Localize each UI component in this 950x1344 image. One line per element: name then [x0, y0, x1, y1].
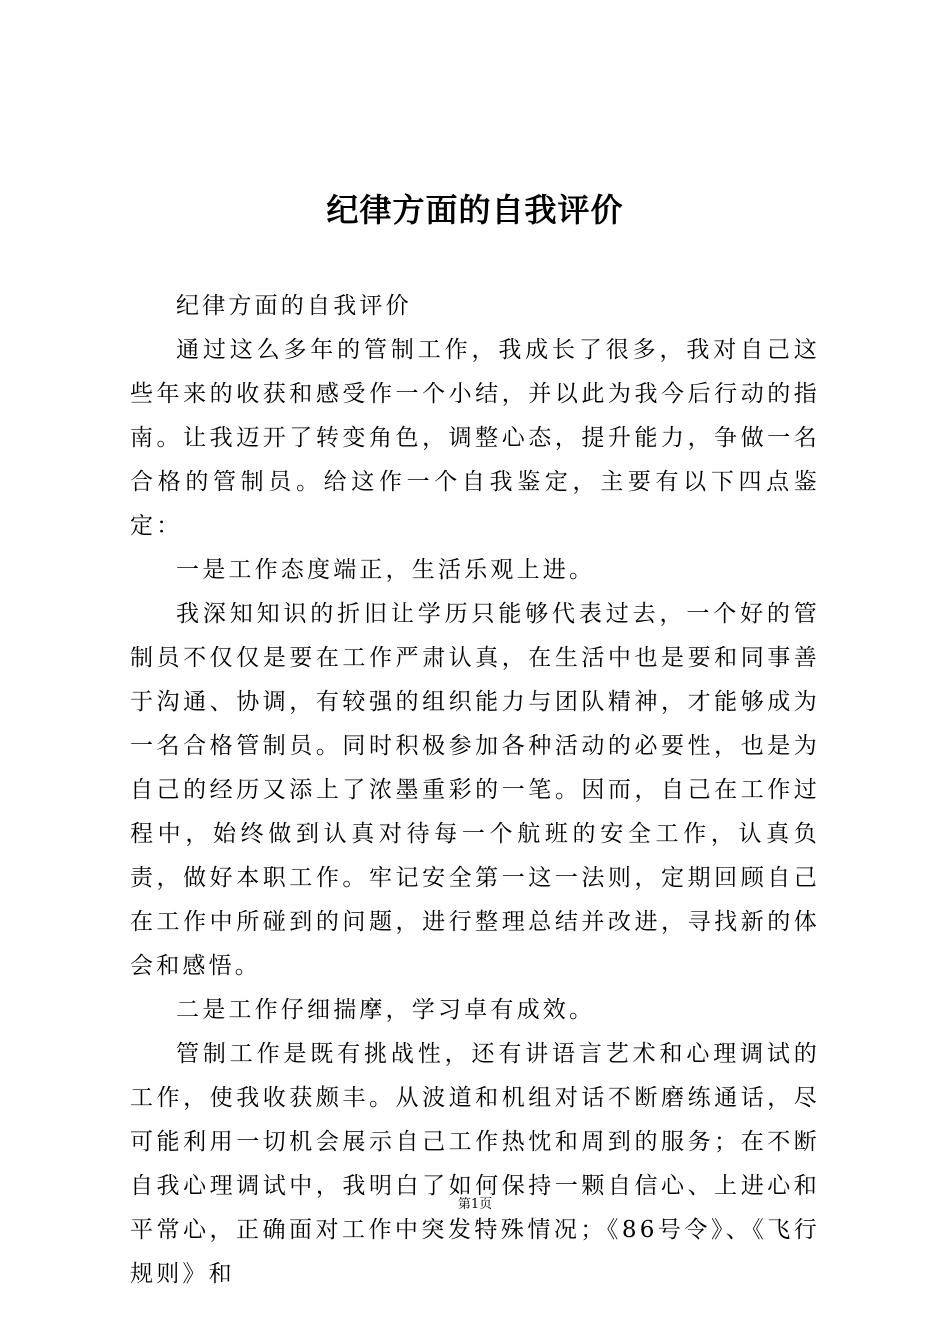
paragraph-point-two-heading: 二是工作仔细揣摩，学习卓有成效。 — [176, 997, 596, 1023]
document-body — [130, 284, 820, 1296]
paragraph-point-one-body: 我深知知识的折旧让学历只能够代表过去，一个好的管制员不仅仅是要在工作严肃认真，在生活中也是要和同事善于沟通、协调，有较强的组织能力与团队精神，才能够成为一名合格管制员。同时积极参加各种活动的必要性，也是为自己的经历又添上了浓墨重彩的一笔。因而，自己在工作过程中，始终做到认真对待每一个航班的安全工作，认真负责，做好本职工作。牢记安全第一这一法则，定期回顾自己在工作中所碰到的问题，进行整理总结并改进，寻找新的体会和感悟。 — [130, 601, 820, 979]
paragraph-subtitle: 纪律方面的自我评价 — [176, 293, 412, 319]
paragraph-intro: 通过这么多年的管制工作，我成长了很多，我对自己这些年来的收获和感受作一个小结，并以此为我今后行动的指南。让我迈开了转变角色，调整心态，提升能力，争做一名合格的管制员。给这作一个自我鉴定，主要有以下四点鉴定： — [130, 337, 820, 539]
page-title: 纪律方面的自我评价 — [326, 191, 624, 229]
page-number: 第1页 — [457, 1197, 493, 1212]
paragraph-point-two-body: 管制工作是既有挑战性，还有讲语言艺术和心理调试的工作，使我收获颇丰。从波道和机组对话不断磨练通话，尽可能利用一切机会展示自己工作热忱和周到的服务；在不断自我心理调试中，我明白了如何保持一颗自信心、上进心和平常心，正确面对工作中突发特殊情况；《86号令》、《飞行规则》和 — [130, 1041, 820, 1287]
paragraph-point-one-heading: 一是工作态度端正，生活乐观上进。 — [176, 557, 596, 583]
